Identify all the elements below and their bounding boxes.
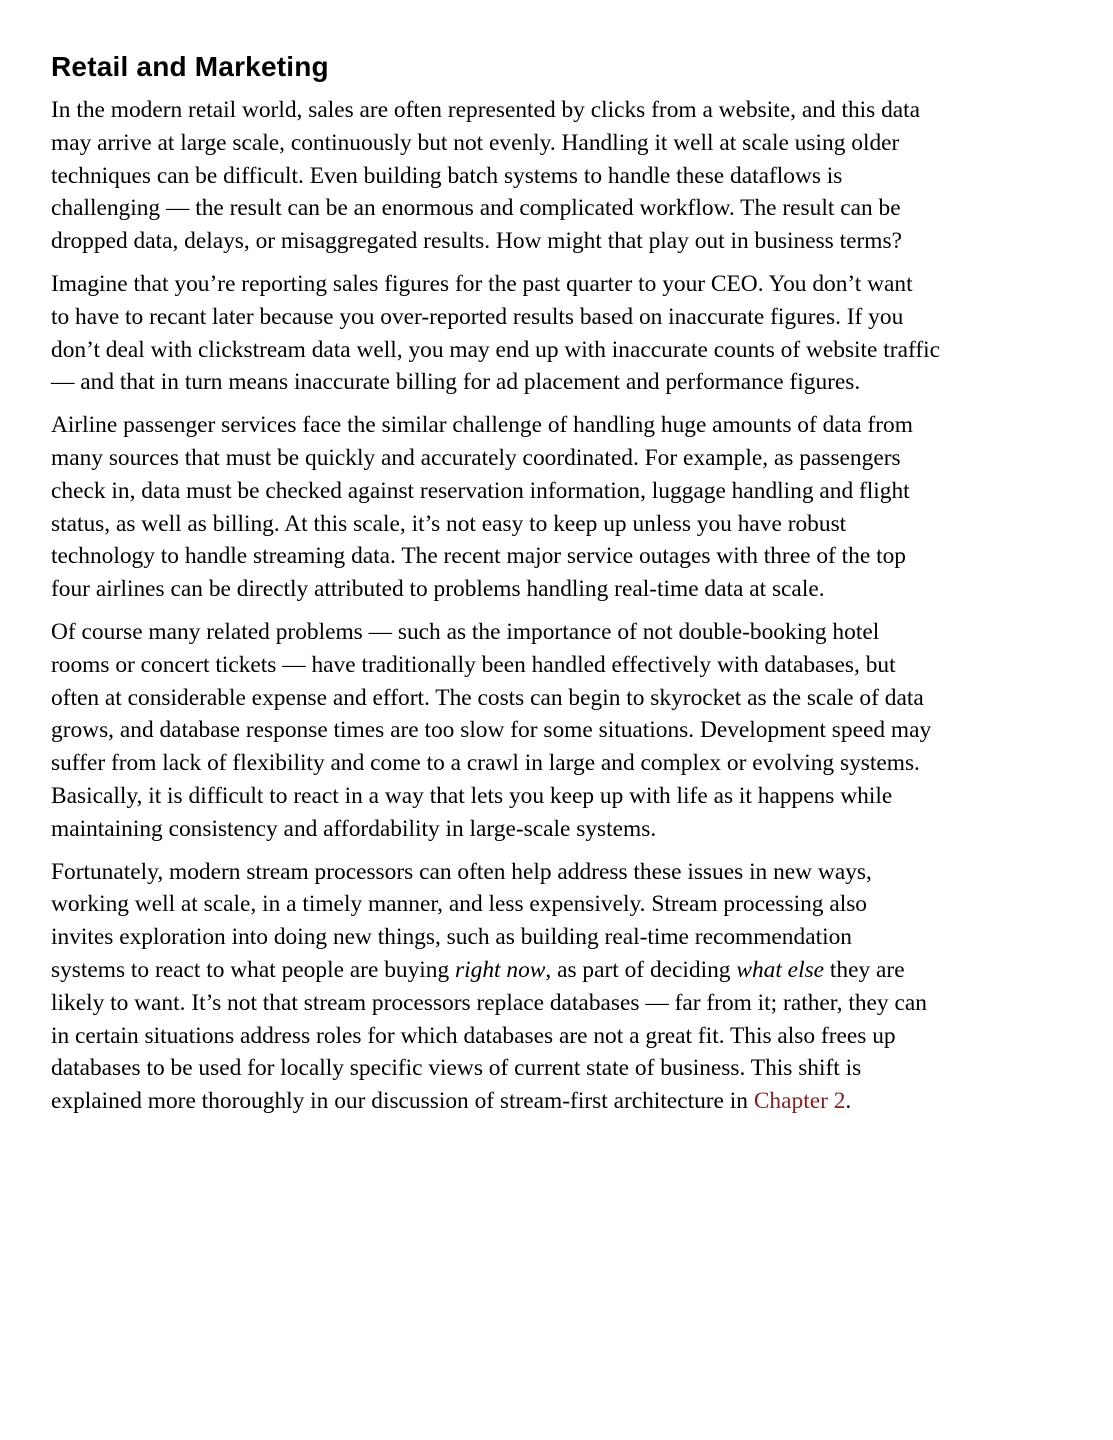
text-line: many sources that must be quickly and accurately coordinated. For example, as passengers — [51, 444, 901, 471]
document-page — [51, 0, 1065, 1118]
text-line: rooms or concert tickets — have traditionally been handled effectively with databases, but — [51, 651, 896, 678]
text-line: likely to want. It’s not that stream processors replace databases — far from it; rather, they can — [51, 989, 927, 1016]
chapter-2-link[interactable]: Chapter 2 — [753, 1088, 846, 1115]
paragraph-3 — [51, 409, 1065, 606]
paragraph-4 — [51, 616, 1065, 846]
text-line: invites exploration into doing new things, such as building real-time recommendation — [51, 924, 852, 951]
emphasis-what-else: what else — [736, 956, 825, 983]
text-line: don’t deal with clickstream data well, you may end up with inaccurate counts of website traffic — [51, 336, 940, 363]
text-line: dropped data, delays, or misaggregated results. How might that play out in business terms? — [51, 228, 902, 255]
text-line: to have to recant later because you over-reported results based on inaccurate figures. If you — [51, 303, 904, 330]
text-line: Imagine that you’re reporting sales figures for the past quarter to your CEO. You don’t want — [51, 270, 913, 297]
text-line: challenging — the result can be an enormous and complicated workflow. The result can be — [51, 195, 901, 222]
text-line: databases to be used for locally specific views of current state of business. This shift is — [51, 1055, 862, 1082]
text-line — [51, 954, 1065, 987]
text-line: In the modern retail world, sales are often represented by clicks from a website, and this data — [51, 97, 921, 123]
text-line: working well at scale, in a timely manner, and less expensively. Stream processing also — [51, 891, 867, 918]
text-line: Of course many related problems — such as the importance of not double-booking hotel — [51, 618, 880, 645]
text-run: . — [845, 1088, 852, 1115]
section-heading: Retail and Marketing — [51, 51, 329, 82]
text-line: often at considerable expense and effort. The costs can begin to skyrocket as the scale of data — [51, 684, 924, 711]
text-run: they are — [824, 956, 905, 983]
text-run: systems to react to what people are buying — [51, 956, 456, 983]
text-line: grows, and database response times are too slow for some situations. Development speed may — [51, 717, 932, 744]
text-line: four airlines can be directly attributed to problems handling real-time data at scale. — [51, 576, 825, 603]
text-line: in certain situations address roles for which databases are not a great fit. This also frees up — [51, 1022, 896, 1049]
text-line: Fortunately, modern stream processors can often help address these issues in new ways, — [51, 858, 872, 885]
paragraph-1 — [51, 94, 1065, 258]
text-line: status, as well as billing. At this scale, it’s not easy to keep up unless you have robust — [51, 510, 847, 537]
text-line: Basically, it is difficult to react in a way that lets you keep up with life as it happens while — [51, 782, 893, 809]
text-line: suffer from lack of flexibility and come to a crawl in large and complex or evolving systems. — [51, 750, 920, 777]
paragraph-5 — [51, 856, 1065, 1118]
text-line: check in, data must be checked against reservation information, luggage handling and flight — [51, 477, 910, 504]
text-line: maintaining consistency and affordability in large-scale systems. — [51, 815, 657, 842]
text-run: , as part of deciding — [545, 956, 737, 983]
text-line: technology to handle streaming data. The recent major service outages with three of the top — [51, 543, 906, 570]
text-run: explained more thoroughly in our discussion of stream-first architecture in — [51, 1088, 754, 1115]
text-line — [51, 1085, 1065, 1118]
text-line: Airline passenger services face the similar challenge of handling huge amounts of data from — [51, 412, 913, 439]
paragraph-2 — [51, 268, 1065, 399]
text-line: — and that in turn means inaccurate billing for ad placement and performance figures. — [51, 369, 861, 396]
emphasis-right-now: right now — [455, 956, 546, 983]
text-line: techniques can be difficult. Even building batch systems to handle these dataflows is — [51, 162, 843, 189]
text-line: may arrive at large scale, continuously but not evenly. Handling it well at scale using older — [51, 129, 900, 156]
